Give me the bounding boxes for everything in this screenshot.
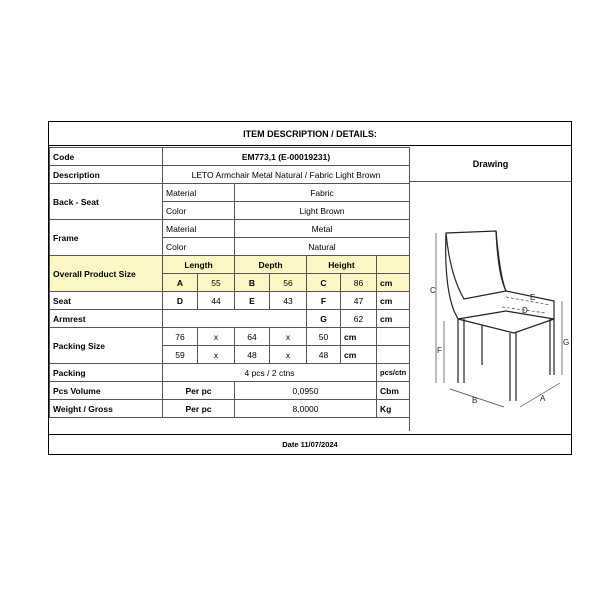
packing-size-1-length: 76 [163, 328, 198, 346]
pcs-volume-value: 0,0950 [235, 382, 377, 400]
back-seat-material-row [50, 184, 410, 202]
packing-size-2-length: 59 [163, 346, 198, 364]
chair-drawing [414, 215, 568, 415]
dim-f-value: 47 [341, 292, 377, 310]
label-c: C [430, 286, 436, 295]
code-value: EM773,1 (E-00019231) [163, 148, 410, 166]
label-d: D [522, 306, 528, 315]
pcs-volume-unit: Cbm [377, 382, 410, 400]
dim-b-value: 56 [270, 274, 307, 292]
packing-size-1-x1: x [198, 328, 235, 346]
weight-unit: Kg [377, 400, 410, 418]
packing-size-1-depth: 64 [235, 328, 270, 346]
packing-value: 4 pcs / 2 ctns [163, 364, 377, 382]
frame-color-value: Natural [235, 238, 410, 256]
seat-unit: cm [377, 292, 410, 310]
label-f: F [437, 346, 442, 355]
packing-unit: pcs/ctn [377, 364, 410, 382]
drawing-panel [409, 147, 571, 431]
frame-label: Frame [50, 220, 163, 256]
frame-material-value: Metal [235, 220, 410, 238]
chair-leg-front-left [458, 319, 464, 383]
dim-g-key: G [307, 310, 341, 328]
dim-g-value: 62 [341, 310, 377, 328]
footer-date: Date 11/07/2024 [49, 434, 571, 454]
dim-e-key: E [235, 292, 270, 310]
label-e: E [530, 293, 536, 302]
code-label: Code [50, 148, 163, 166]
packing-size-2-unit: cm [341, 346, 377, 364]
back-seat-label: Back - Seat [50, 184, 163, 220]
dim-d-value: 44 [198, 292, 235, 310]
sheet-title: ITEM DESCRIPTION / DETAILS: [49, 122, 571, 146]
height-header: Height [307, 256, 377, 274]
frame-color-label: Color [163, 238, 235, 256]
armrest-label: Armrest [50, 310, 163, 328]
spec-table [49, 147, 410, 418]
weight-per: Per pc [163, 400, 235, 418]
packing-label: Packing [50, 364, 163, 382]
dim-b-key: B [235, 274, 270, 292]
overall-size-label: Overall Product Size [50, 256, 163, 292]
frame-material-label: Material [163, 220, 235, 238]
packing-size-1-x2: x [270, 328, 307, 346]
description-value: LETO Armchair Metal Natural / Fabric Light Brown [163, 166, 410, 184]
packing-size-2-depth: 48 [235, 346, 270, 364]
depth-header: Depth [235, 256, 307, 274]
code-row [50, 148, 410, 166]
packing-size-2-x1: x [198, 346, 235, 364]
chair-leg-front-right [510, 333, 516, 401]
overall-unit: cm [377, 274, 410, 292]
frame-material-row [50, 220, 410, 238]
label-a: A [540, 394, 546, 403]
dim-a-value: 55 [198, 274, 235, 292]
chair-leg-back-right [550, 319, 554, 375]
packing-size-2-blank [377, 346, 410, 364]
packing-row [50, 364, 410, 382]
armrest-unit: cm [377, 310, 410, 328]
length-header: Length [163, 256, 235, 274]
label-b: B [472, 396, 478, 405]
back-seat-color-label: Color [163, 202, 235, 220]
pcs-volume-per: Per pc [163, 382, 235, 400]
armrest-blank [163, 310, 307, 328]
seat-label: Seat [50, 292, 163, 310]
packing-size-1-blank [377, 328, 410, 346]
overall-header-row [50, 256, 410, 274]
label-g: G [563, 338, 570, 347]
overall-header-blank [377, 256, 410, 274]
back-seat-material-value: Fabric [235, 184, 410, 202]
packing-size-label: Packing Size [50, 328, 163, 364]
dim-c-key: C [307, 274, 341, 292]
item-details-sheet [48, 121, 572, 455]
dim-f-key: F [307, 292, 341, 310]
back-seat-color-value: Light Brown [235, 202, 410, 220]
weight-row [50, 400, 410, 418]
packing-size-1-unit: cm [341, 328, 377, 346]
armrest-row [50, 310, 410, 328]
pcs-volume-row [50, 382, 410, 400]
dim-d-key: D [163, 292, 198, 310]
weight-label: Weight / Gross [50, 400, 163, 418]
description-row [50, 166, 410, 184]
packing-size-2-x2: x [270, 346, 307, 364]
dim-e-value: 43 [270, 292, 307, 310]
packing-size-row-1 [50, 328, 410, 346]
packing-size-1-height: 50 [307, 328, 341, 346]
description-label: Description [50, 166, 163, 184]
back-seat-material-label: Material [163, 184, 235, 202]
packing-size-2-height: 48 [307, 346, 341, 364]
weight-value: 8,0000 [235, 400, 377, 418]
chair-seat [458, 311, 554, 333]
pcs-volume-label: Pcs Volume [50, 382, 163, 400]
dim-c-value: 86 [341, 274, 377, 292]
seat-row [50, 292, 410, 310]
drawing-title: Drawing [410, 147, 571, 182]
dim-a-key: A [163, 274, 198, 292]
